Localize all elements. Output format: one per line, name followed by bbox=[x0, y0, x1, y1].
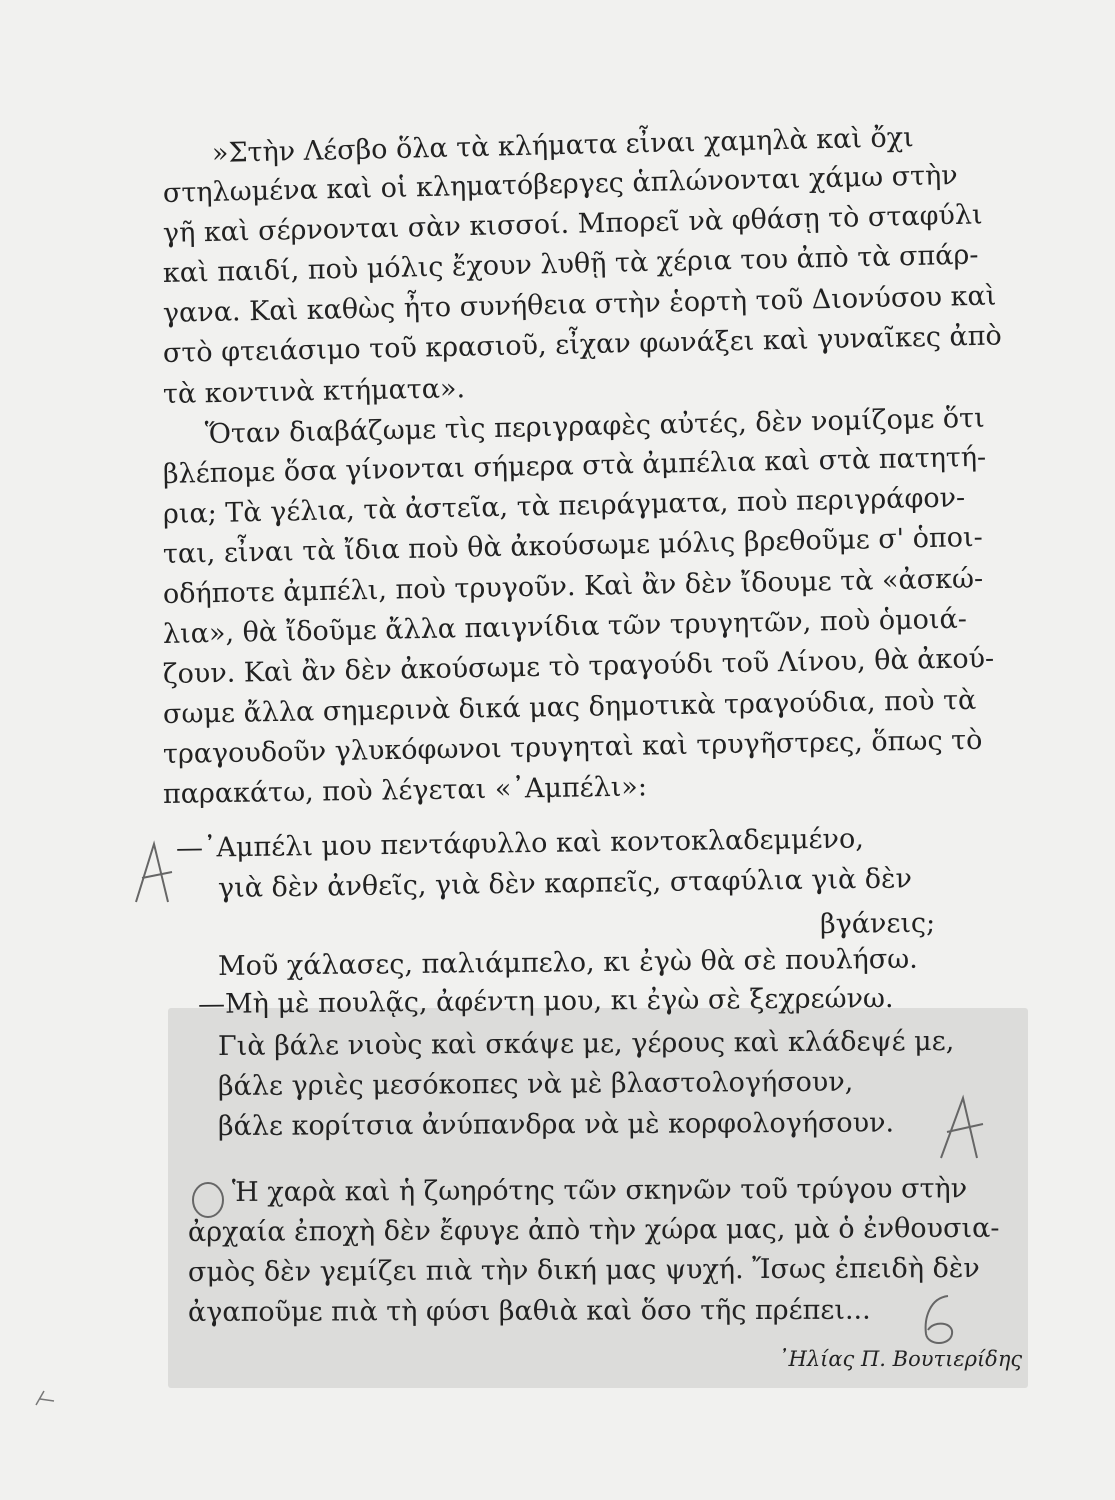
poem-line: βάλε κορίτσια ἀνύπανδρα νὰ μὲ κορφολογήσουν. bbox=[217, 1107, 895, 1142]
text-line: βλέπομε ὅσα γίνονται σήμερα στὰ ἀμπέλια καὶ στὰ πατητή- bbox=[162, 441, 987, 490]
text-line: γῆ καὶ σέρνονται σὰν κισσοί. Μπορεῖ νὰ φθάσῃ τὸ σταφύλι bbox=[162, 199, 983, 249]
text-line: στηλωμένα καὶ οἱ κληματόβεργες ἁπλώνονται χάμω στὴν bbox=[162, 159, 958, 209]
text-line: τὰ κοντινὰ κτήματα». bbox=[162, 373, 466, 410]
text-line: καὶ παιδί, ποὺ μόλις ἔχουν λυθῇ τὰ χέρια του ἀπὸ τὰ σπάρ- bbox=[162, 239, 979, 289]
poem-line: Μοῦ χάλασες, παλιάμπελο, κι ἐγὼ θὰ σὲ πουλήσω. bbox=[217, 943, 918, 982]
pencil-mark-six bbox=[908, 1290, 968, 1350]
text-line: γανα. Καὶ καθὼς ἦτο συνήθεια στὴν ἑορτὴ τοῦ Διονύσου καὶ bbox=[162, 280, 997, 329]
poem-line: —Μὴ μὲ πουλᾷς, ἀφέντη μου, κι ἐγὼ σὲ ξεχρεώνω. bbox=[197, 982, 894, 1020]
text-line: Ὅταν διαβάζωμε τὶς περιγραφὲς αὐτές, δὲν νομίζομε ὅτι bbox=[204, 402, 985, 450]
pencil-mark-a-left bbox=[128, 838, 178, 908]
text-line: οδήποτε ἀμπέλι, ποὺ τρυγοῦν. Καὶ ἂν δὲν ἴδουμε τὰ «ἀσκώ- bbox=[162, 563, 984, 610]
text-line: τραγουδοῦν γλυκόφωνοι τρυγηταὶ καὶ τρυγῆστρες, ὅπως τὸ bbox=[162, 724, 983, 770]
text-line: λια», θὰ ἴδοῦμε ἄλλα παιγνίδια τῶν τρυγητῶν, ποὺ ὁμοιά- bbox=[162, 603, 968, 650]
poem-line: Γιὰ βάλε νιοὺς καὶ σκάψε με, γέρους καὶ κλάδεψέ με, bbox=[217, 1025, 955, 1062]
poem-line: —᾿Αμπέλι μου πεντάφυλλο καὶ κοντοκλαδεμμένο, bbox=[175, 823, 865, 864]
poem-line: γιὰ δὲν ἀνθεῖς, γιὰ δὲν καρπεῖς, σταφύλια γιὰ δὲν bbox=[217, 863, 913, 904]
text-line: σωμε ἄλλα σημερινὰ δικά μας δημοτικὰ τραγούδια, ποὺ τὰ bbox=[162, 684, 977, 730]
text-line: ἀγαποῦμε πιὰ τὴ φύσι βαθιὰ καὶ ὅσο τῆς πρέπει... bbox=[187, 1294, 871, 1328]
text-line: Ἡ χαρὰ καὶ ἡ ζωηρότης τῶν σκηνῶν τοῦ τρύγου στὴν bbox=[231, 1173, 968, 1208]
text-line: στὸ φτειάσιμο τοῦ κρασιοῦ, εἶχαν φωνάξει καὶ γυναῖκες ἀπὸ bbox=[162, 320, 1003, 369]
text-line: ται, εἶναι τὰ ἴδια ποὺ θὰ ἀκούσωμε μόλις βρεθοῦμε σ' ὁποι- bbox=[162, 521, 983, 570]
text-line: ζουν. Καὶ ἂν δὲν ἀκούσωμε τὸ τραγούδι τοῦ Λίνου, θὰ ἀκού- bbox=[162, 643, 995, 690]
text-line: σμὸς δὲν γεμίζει πιὰ τὴν δική μας ψυχή. Ἴσως ἐπειδὴ δὲν bbox=[187, 1252, 980, 1288]
pencil-mark-a-right bbox=[935, 1092, 987, 1164]
text-line: »Στὴν Λέσβο ὅλα τὰ κλήματα εἶναι χαμηλὰ καὶ ὄχι bbox=[211, 122, 915, 169]
text-line: ἀρχαία ἐποχὴ δὲν ἔφυγε ἀπὸ τὴν χώρα μας, μὰ ὁ ἐνθουσια- bbox=[187, 1212, 1000, 1248]
text-line: ρια; Τὰ γέλια, τὰ ἀστεῖα, τὰ πειράγματα, ποὺ περιγράφον- bbox=[162, 482, 966, 530]
author-signature: ᾿Ηλίας Π. Βουτιερίδης bbox=[778, 1347, 1023, 1371]
pencil-mark-corner bbox=[34, 1385, 58, 1409]
pencil-mark-circle bbox=[188, 1178, 228, 1222]
poem-line: βγάνεις; bbox=[819, 907, 936, 940]
text-line: παρακάτω, ποὺ λέγεται «᾿Αμπέλι»: bbox=[162, 771, 648, 810]
poem-line: βάλε γριὲς μεσόκοπες νὰ μὲ βλαστολογήσουν, bbox=[217, 1066, 854, 1102]
